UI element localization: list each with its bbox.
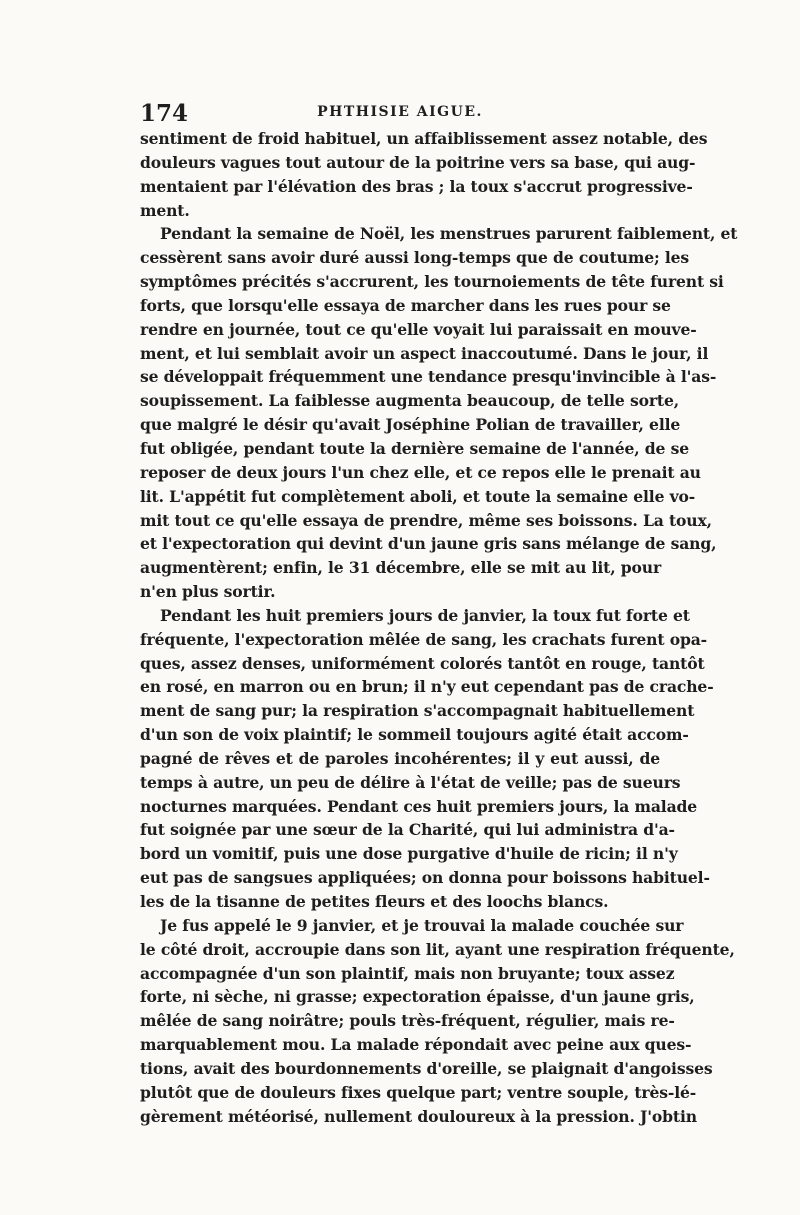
text-line: ques, assez denses, uniformément colorés tantôt en rouge, tantôt	[140, 653, 705, 673]
text-line: forts, que lorsqu'elle essaya de marcher dans les rues pour se	[140, 295, 671, 315]
text-line: les de la tisanne de petites fleurs et des loochs blancs.	[140, 892, 609, 911]
text-line: tions, avait des bourdonnements d'oreille, se plaignait d'angoisses	[140, 1058, 713, 1078]
paragraph	[140, 914, 735, 1129]
text-line: nocturnes marquées. Pendant ces huit premiers jours, la malade	[140, 796, 698, 816]
text-line: Pendant les huit premiers jours de janvier, la toux fut forte et	[160, 605, 690, 625]
text-line: douleurs vagues tout autour de la poitrine vers sa base, qui aug-	[140, 152, 696, 172]
text-line: reposer de deux jours l'un chez elle, et ce repos elle le prenait au	[140, 462, 701, 482]
text-line: soupissement. La faiblesse augmenta beaucoup, de telle sorte,	[140, 391, 680, 411]
text-line: lit. L'appétit fut complètement aboli, et toute la semaine elle vo-	[140, 486, 696, 506]
paragraph	[140, 127, 708, 222]
text-line: se développait fréquemment une tendance presqu'invincible à l'as-	[140, 367, 717, 387]
text-line: et l'expectoration qui devint d'un jaune gris sans mélange de sang,	[140, 534, 717, 554]
text-line: sentiment de froid habituel, un affaiblissement assez notable, des	[140, 129, 708, 148]
text-line: symptômes précités s'accrurent, les tournoiements de tête furent si	[140, 272, 724, 292]
text-line: n'en plus sortir.	[140, 582, 276, 602]
text-line: ment de sang pur; la respiration s'accompagnait habituellement	[140, 701, 695, 721]
text-line: rendre en journée, tout ce qu'elle voyait lui paraissait en mouve-	[140, 319, 697, 339]
text-line: fut soignée par une sœur de la Charité, qui lui administra d'a-	[140, 820, 675, 840]
text-line: eut pas de sangsues appliquées; on donna pour boissons habituel-	[140, 868, 710, 888]
text-line: forte, ni sèche, ni grasse; expectoration épaisse, d'un jaune gris,	[140, 987, 695, 1007]
text-line: mentaient par l'élévation des bras ; la toux s'accrut progressive-	[140, 176, 693, 196]
text-line: augmentèrent; enfin, le 31 décembre, elle se mit au lit, pour	[140, 558, 662, 578]
text-line: mit tout ce qu'elle essaya de prendre, même ses boissons. La toux,	[140, 510, 712, 530]
text-line: que malgré le désir qu'avait Joséphine Polian de travailler, elle	[140, 415, 681, 435]
text-line: marquablement mou. La malade répondait avec peine aux ques-	[140, 1035, 692, 1055]
text-line: d'un son de voix plaintif; le sommeil toujours agité était accom-	[140, 725, 689, 745]
text-line: cessèrent sans avoir duré aussi long-temps que de coutume; les	[140, 248, 690, 268]
page-number: 174	[140, 100, 189, 127]
text-line: fut obligée, pendant toute la dernière semaine de l'année, de se	[140, 438, 690, 458]
running-title: PHTHISIE AIGUE.	[317, 104, 483, 120]
paragraph	[140, 222, 738, 604]
text-line: gèrement météorisé, nullement douloureux à la pression. J'obtin	[140, 1106, 697, 1126]
text-line: Je fus appelé le 9 janvier, et je trouvai la malade couchée sur	[160, 915, 684, 935]
text-line: mêlée de sang noirâtre; pouls très-fréquent, régulier, mais re-	[140, 1011, 675, 1031]
text-line: le côté droit, accroupie dans son lit, ayant une respiration fréquente,	[140, 939, 735, 959]
text-line: plutôt que de douleurs fixes quelque part; ventre souple, très-lé-	[140, 1082, 697, 1102]
body-text	[140, 127, 738, 1128]
text-line: Pendant la semaine de Noël, les menstrues parurent faiblement, et	[160, 224, 738, 244]
text-line: bord un vomitif, puis une dose purgative d'huile de ricin; il n'y	[140, 844, 678, 864]
paragraph	[140, 604, 714, 914]
text-line: temps à autre, un peu de délire à l'état de veille; pas de sueurs	[140, 772, 681, 792]
text-line: ment, et lui semblait avoir un aspect inaccoutumé. Dans le jour, il	[140, 343, 709, 363]
text-line: en rosé, en marron ou en brun; il n'y eut cependant pas de crache-	[140, 677, 714, 697]
text-line: pagné de rêves et de paroles incohérentes; il y eut aussi, de	[140, 748, 660, 768]
text-line: fréquente, l'expectoration mêlée de sang, les crachats furent opa-	[140, 629, 707, 649]
page-header	[140, 100, 660, 130]
text-line: ment.	[140, 200, 190, 220]
text-line: accompagnée d'un son plaintif, mais non bruyante; toux assez	[140, 963, 675, 983]
